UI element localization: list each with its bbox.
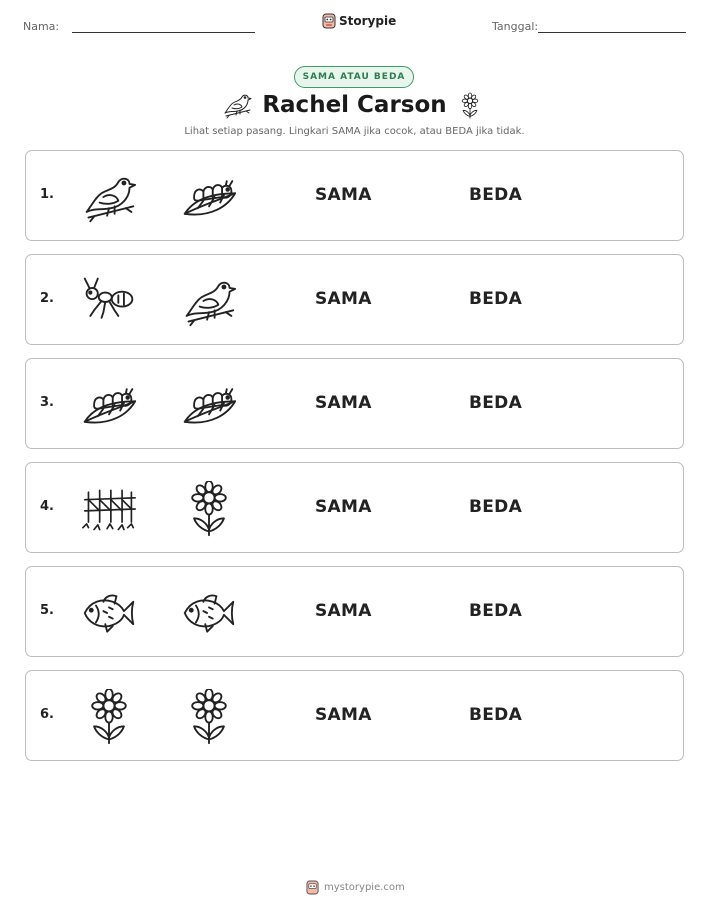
bird-icon <box>81 169 137 225</box>
footer-url[interactable]: mystorypie.com <box>324 882 405 893</box>
date-label: Tanggal: <box>492 20 539 33</box>
fish-icon <box>181 585 237 641</box>
activity-badge: SAMA ATAU BEDA <box>294 66 414 88</box>
same-option[interactable]: SAMA <box>315 185 372 205</box>
question-row-6 <box>25 670 684 761</box>
flower-icon <box>181 481 237 537</box>
question-row-1 <box>25 150 684 241</box>
flower-icon <box>457 92 483 120</box>
name-label: Nama: <box>23 20 60 33</box>
question-number: 3. <box>40 395 54 410</box>
different-option[interactable]: BEDA <box>469 705 523 725</box>
bird-icon <box>181 273 237 329</box>
caterpillar-icon <box>181 169 237 225</box>
fence-icon <box>81 481 137 537</box>
brand-name: Storypie <box>339 14 397 28</box>
instructions: Lihat setiap pasang. Lingkari SAMA jika cocok, atau BEDA jika tidak. <box>184 126 525 137</box>
brand-logo <box>322 13 396 29</box>
question-number: 1. <box>40 187 54 202</box>
question-row-2 <box>25 254 684 345</box>
question-row-3 <box>25 358 684 449</box>
same-option[interactable]: SAMA <box>315 705 372 725</box>
question-number: 2. <box>40 291 54 306</box>
storypie-mascot-icon <box>322 13 336 29</box>
question-row-5 <box>25 566 684 657</box>
date-field[interactable] <box>538 32 686 33</box>
caterpillar-icon <box>81 377 137 433</box>
different-option[interactable]: BEDA <box>469 393 523 413</box>
question-number: 4. <box>40 499 54 514</box>
different-option[interactable]: BEDA <box>469 289 523 309</box>
name-field[interactable] <box>72 32 255 33</box>
different-option[interactable]: BEDA <box>469 185 523 205</box>
fish-icon <box>81 585 137 641</box>
ant-icon <box>81 273 137 329</box>
same-option[interactable]: SAMA <box>315 289 372 309</box>
caterpillar-icon <box>181 377 237 433</box>
different-option[interactable]: BEDA <box>469 497 523 517</box>
page-title: Rachel Carson <box>262 92 447 118</box>
flower-icon <box>81 689 137 745</box>
same-option[interactable]: SAMA <box>315 497 372 517</box>
question-number: 5. <box>40 603 54 618</box>
flower-icon <box>181 689 237 745</box>
storypie-mascot-icon <box>306 880 319 895</box>
question-row-4 <box>25 462 684 553</box>
same-option[interactable]: SAMA <box>315 393 372 413</box>
same-option[interactable]: SAMA <box>315 601 372 621</box>
different-option[interactable]: BEDA <box>469 601 523 621</box>
question-number: 6. <box>40 707 54 722</box>
footer <box>306 880 405 895</box>
